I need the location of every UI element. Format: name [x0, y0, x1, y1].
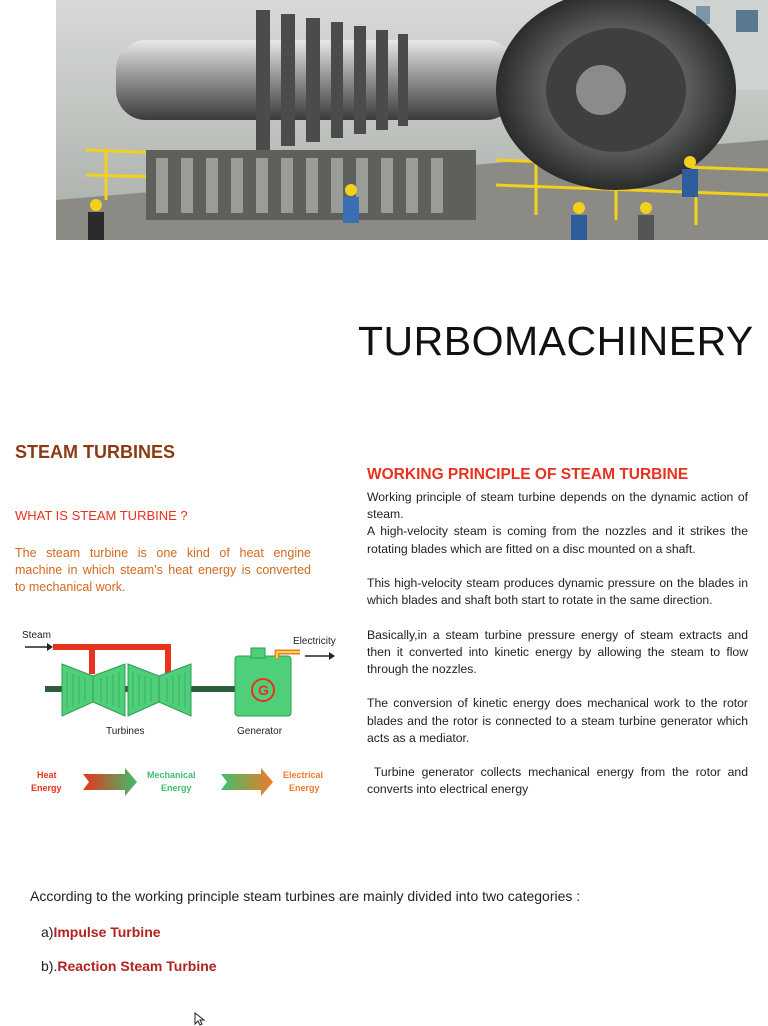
category-name: Reaction Steam Turbine — [57, 958, 217, 974]
category-item — [41, 924, 161, 940]
electricity-label: Electricity — [293, 636, 336, 647]
mechanical-energy-line1: Mechanical — [147, 770, 196, 780]
definition-text: The steam turbine is one kind of heat engine machine in which steam's heat energy is converted to mechanical work. — [15, 546, 311, 594]
category-name: Impulse Turbine — [53, 924, 161, 940]
steam-turbine-factory-photo — [56, 0, 768, 240]
paragraph-1b: A high-velocity steam is coming from the nozzles and it strikes the rotating blades which are fitted on a disc mounted on a shaft. — [367, 524, 748, 556]
steam-turbine-diagram — [15, 620, 347, 800]
steam-arrow-icon — [25, 643, 53, 651]
category-prefix: b). — [41, 958, 58, 974]
paragraph-1a: Working principle of steam turbine depends on the dynamic action of steam. — [367, 490, 748, 522]
heat-energy-line1: Heat — [37, 770, 57, 780]
question-heading: WHAT IS STEAM TURBINE ? — [15, 508, 188, 523]
paragraph-3: Basically,in a steam turbine pressure energy of steam extracts and then it converted into kinetic energy by allowing the steam to flow through the nozzles. — [367, 627, 748, 676]
generator-label: Generator — [237, 726, 283, 737]
paragraph-5: Turbine generator collects mechanical energy from the rotor and converts into electrical energy — [367, 765, 752, 797]
electricity-arrow-icon — [305, 652, 335, 660]
mechanical-energy-line2: Energy — [161, 783, 192, 793]
paragraph-2: This high-velocity steam produces dynamic pressure on the blades in which blades and shaft both start to rotate in the same direction. — [367, 576, 748, 608]
page-title: TURBOMACHINERY — [358, 318, 754, 364]
electrical-energy-line1: Electrical — [283, 770, 324, 780]
generator-letter: G — [258, 682, 269, 698]
working-principle-heading: WORKING PRINCIPLE OF STEAM TURBINE — [367, 466, 689, 483]
generator-icon — [235, 648, 291, 716]
turbines-label: Turbines — [106, 726, 145, 737]
arrow-mechanical-to-electrical-icon — [221, 768, 273, 796]
category-prefix: a) — [41, 924, 54, 940]
paragraph-4: The conversion of kinetic energy does mechanical work to the rotor blades and the rotor is connected to a steam turbine generator which acts as a mediator. — [367, 696, 748, 745]
arrow-heat-to-mechanical-icon — [83, 768, 137, 796]
heat-energy-line2: Energy — [31, 783, 62, 793]
category-item — [41, 958, 217, 974]
steam-label: Steam — [22, 630, 51, 641]
hero-photo — [56, 0, 768, 240]
categories-intro: According to the working principle steam turbines are mainly divided into two categories : — [30, 888, 581, 904]
working-principle-body — [367, 489, 752, 816]
section-heading: STEAM TURBINES — [15, 442, 176, 462]
electrical-energy-line2: Energy — [289, 783, 320, 793]
